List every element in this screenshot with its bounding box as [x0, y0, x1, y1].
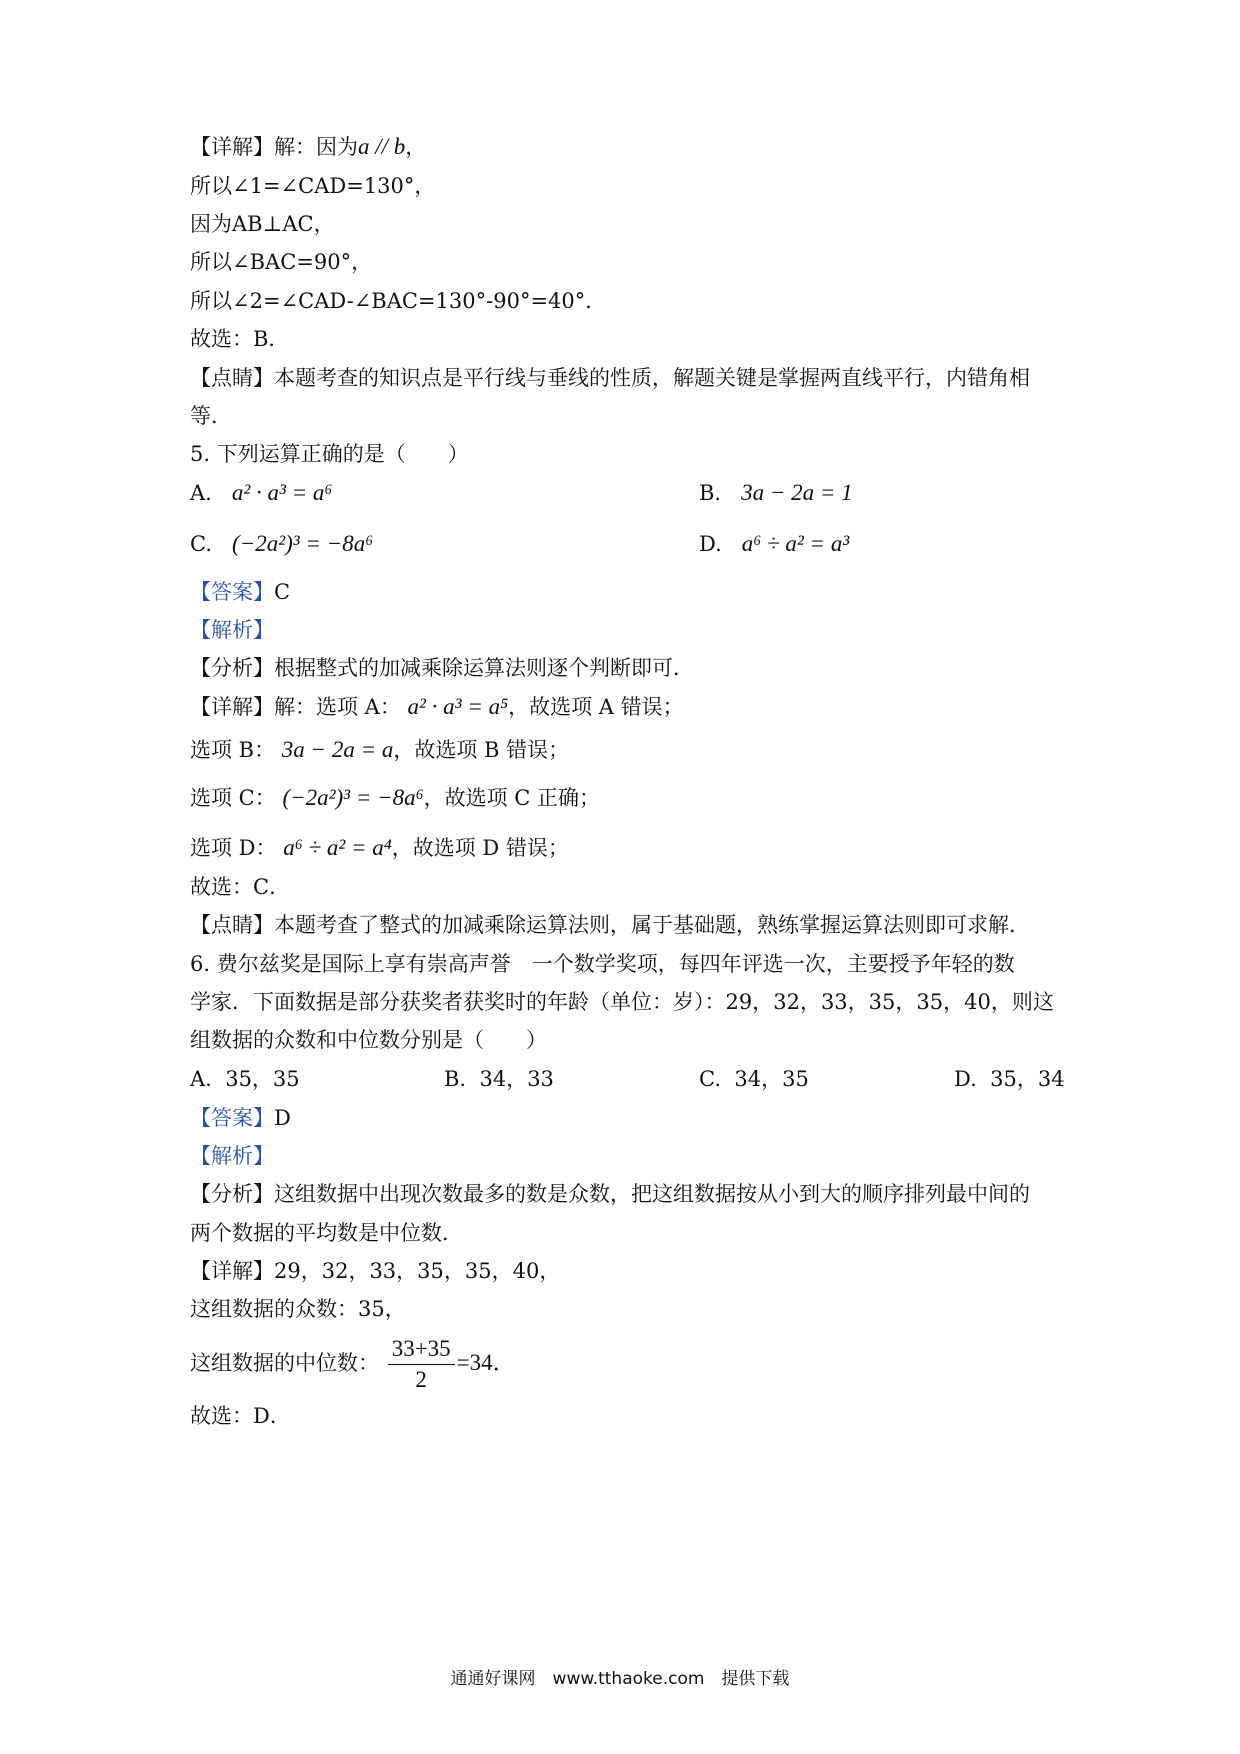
q6-analysis-2: 两个数据的平均数是中位数．: [190, 1221, 463, 1245]
option-key: D.: [699, 532, 722, 556]
q5-detail-a: 【详解】解：选项 A： a² · a³ = a⁵，故选项 A 错误；: [190, 694, 684, 719]
q6-analysis-label: 【解析】: [190, 1144, 274, 1168]
q6-choose: 故选：D．: [190, 1404, 291, 1428]
q6-option-c: C. 34，35: [699, 1067, 809, 1091]
option-math: a² · a³ = a⁶: [231, 480, 333, 505]
q6-option-d: D. 35，34: [954, 1067, 1065, 1091]
q6-detail-2: 这组数据的众数：35，: [190, 1297, 406, 1321]
q6-detail-3: 这组数据的中位数： $\frac{33+35}{2}$ =34．: [190, 1333, 516, 1395]
q6-answer: 【答案】D: [190, 1106, 291, 1130]
q4-comment-line: 【点睛】本题考查的知识点是平行线与垂线的性质，解题关键是掌握两直线平行，内错角相: [190, 366, 1030, 390]
q5-option-b: [699, 479, 853, 507]
option-key: A.: [190, 481, 212, 505]
q6-stem-1: 6. 费尔兹奖是国际上享有崇高声誉 一个数学奖项，每四年评选一次，主要授予年轻的数: [190, 952, 1015, 976]
q5-option-c: [190, 530, 373, 558]
option-math: (−2a²)³ = −8a⁶: [232, 531, 374, 556]
q4-detail-line: 【详解】解：因为a // b，: [190, 134, 427, 159]
comment-label: 【点睛】: [190, 366, 274, 390]
q5-option-d: [699, 530, 849, 558]
q5-detail-d: 选项 D： a⁶ ÷ a² = a⁴，故选项 D 错误；: [190, 835, 569, 860]
page-footer: 通通好课网 www.tthaoke.com 提供下载: [450, 1669, 790, 1689]
detail-label: 【详解】: [190, 135, 274, 159]
option-math: a⁶ ÷ a² = a³: [741, 531, 850, 556]
q4-line-2: 所以∠1=∠CAD=130°，: [190, 174, 436, 198]
q5-analysis: 【分析】根据整式的加减乘除运算法则逐个判断即可．: [190, 656, 694, 680]
q5-detail-b: 选项 B： 3a − 2a = a，故选项 B 错误；: [190, 737, 570, 762]
q4-choose: 故选：B．: [190, 327, 290, 351]
q6-analysis-1: 【分析】这组数据中出现次数最多的数是众数，把这组数据按从小到大的顺序排列最中间的: [190, 1182, 1030, 1206]
fraction-numerator: 33+35: [388, 1334, 455, 1365]
median-fraction: [388, 1334, 455, 1395]
q5-answer: 【答案】C: [190, 580, 291, 604]
q4-line-4: 所以∠BAC=90°，: [190, 250, 373, 274]
option-key: C.: [190, 532, 212, 556]
q5-choose: 故选：C．: [190, 875, 291, 899]
q6-option-b: B. 34，33: [444, 1067, 554, 1091]
option-math: 3a − 2a = 1: [741, 480, 853, 505]
q6-detail-1: 【详解】29，32，33，35，35，40，: [190, 1259, 561, 1283]
q4-comment-line-2: 等．: [190, 404, 232, 428]
q5-comment: 【点睛】本题考查了整式的加减乘除运算法则，属于基础题，熟练掌握运算法则即可求解．: [190, 913, 1030, 937]
q4-line-3: 因为AB⊥AC，: [190, 212, 335, 236]
q6-option-a: A. 35，35: [190, 1067, 300, 1091]
option-key: B.: [699, 481, 722, 505]
q5-option-a: [190, 479, 332, 507]
q6-stem-3: 组数据的众数和中位数分别是（ ）: [190, 1028, 547, 1052]
q5-stem: 5. 下列运算正确的是（ ）: [190, 442, 469, 466]
q4-line-5: 所以∠2=∠CAD-∠BAC=130°-90°=40°．: [190, 289, 607, 313]
q5-analysis-label: 【解析】: [190, 618, 274, 642]
answer-label: 【答案】: [190, 580, 274, 604]
q6-stem-2: 学家．下面数据是部分获奖者获奖时的年龄（单位：岁）：29，32，33，35，35，40，则这: [190, 990, 1054, 1014]
q5-detail-c: 选项 C： (−2a²)³ = −8a⁶，故选项 C 正确；: [190, 785, 601, 810]
fraction-denominator: 2: [415, 1367, 427, 1392]
